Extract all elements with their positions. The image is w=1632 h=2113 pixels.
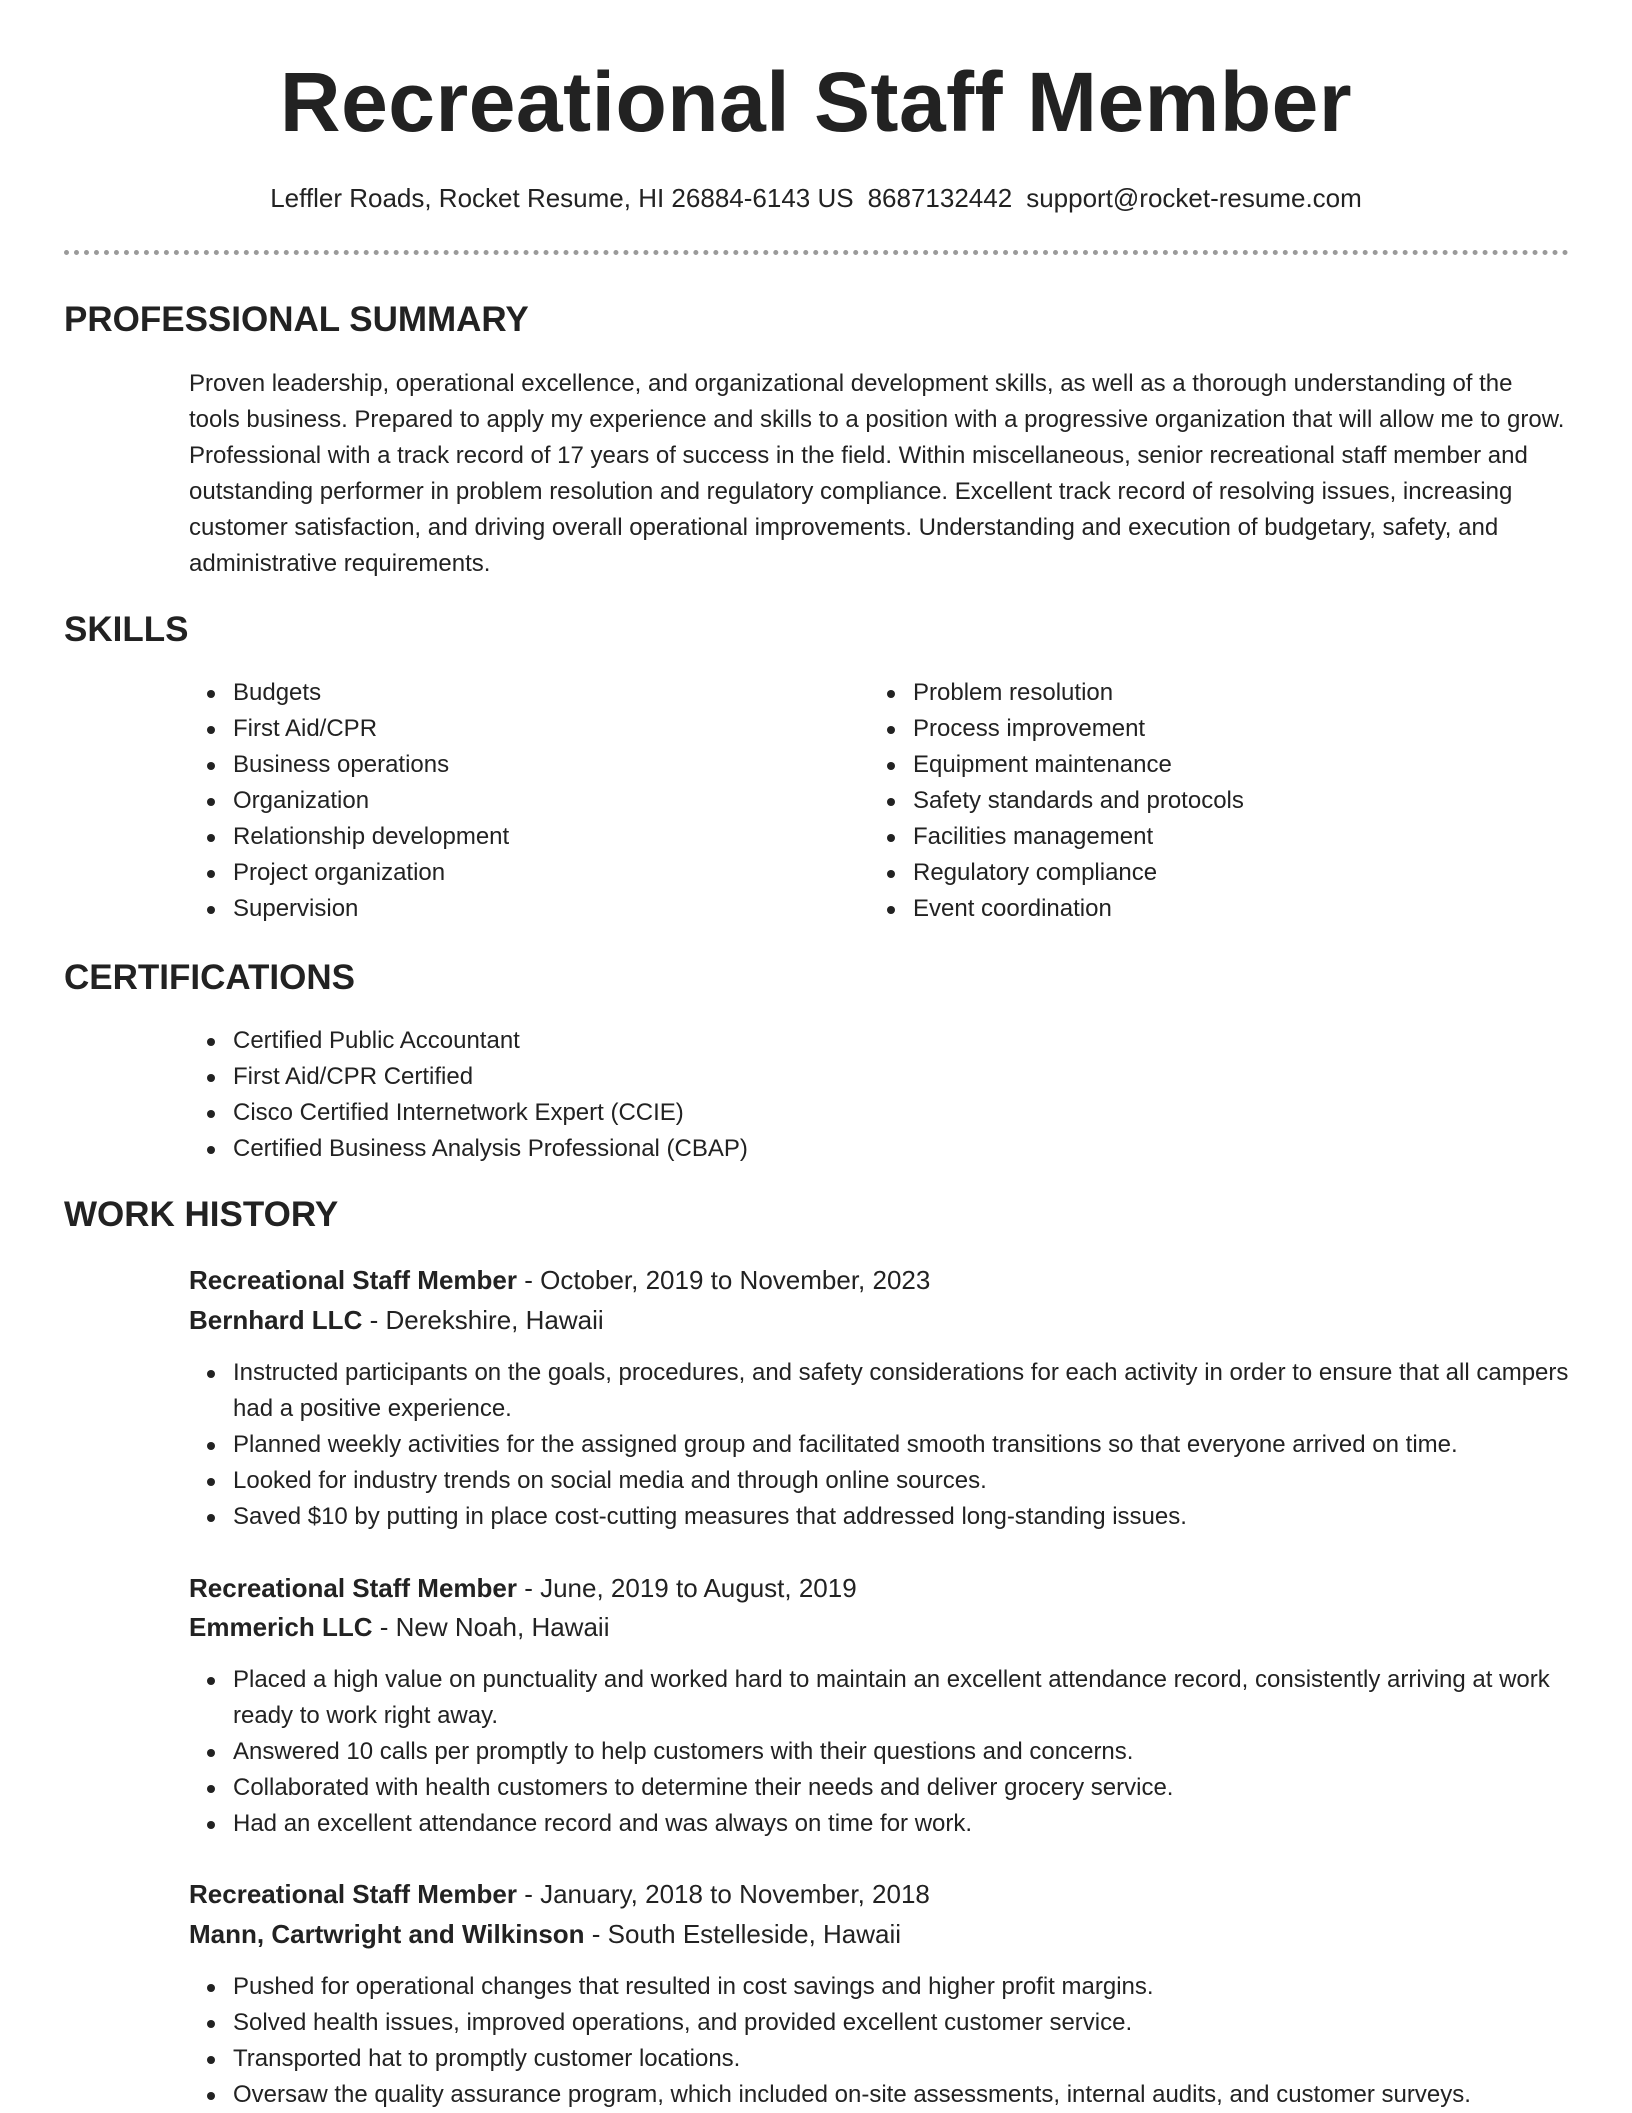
job-bullets bbox=[189, 1969, 1579, 2113]
skill-item: Process improvement bbox=[869, 711, 1509, 747]
skill-item: Budgets bbox=[189, 675, 829, 711]
job-title: Recreational Staff Member bbox=[189, 1265, 517, 1295]
job-company: Emmerich LLC bbox=[189, 1612, 373, 1642]
job-bullet: Oversaw the quality assurance program, which included on-site assessments, internal audits, and customer surveys. bbox=[189, 2077, 1579, 2113]
skills-list-left bbox=[189, 675, 829, 927]
skill-item: Project organization bbox=[189, 855, 829, 891]
section-title-certifications: CERTIFICATIONS bbox=[64, 958, 356, 997]
skill-item: Supervision bbox=[189, 891, 829, 927]
certifications-list bbox=[189, 1023, 1189, 1167]
section-title-work-history: WORK HISTORY bbox=[64, 1195, 339, 1234]
job-location: - New Noah, Hawaii bbox=[372, 1612, 610, 1642]
job-bullet: Instructed participants on the goals, procedures, and safety considerations for each activity in order to ensure that all campers had a positive experience. bbox=[189, 1355, 1579, 1427]
job-dates: - January, 2018 to November, 2018 bbox=[516, 1879, 930, 1909]
section-title-skills: SKILLS bbox=[64, 610, 189, 649]
job-bullet: Solved health issues, improved operations, and provided excellent customer service. bbox=[189, 2005, 1579, 2041]
job-company-line bbox=[189, 1302, 604, 1338]
skill-item: Problem resolution bbox=[869, 675, 1509, 711]
job-bullet: Planned weekly activities for the assigned group and facilitated smooth transitions so that everyone arrived on time. bbox=[189, 1427, 1579, 1463]
job-bullet: Placed a high value on punctuality and worked hard to maintain an excellent attendance record, consistently arriving at work ready to work right away. bbox=[189, 1662, 1579, 1734]
job-title: Recreational Staff Member bbox=[189, 1879, 517, 1909]
job-bullets bbox=[189, 1662, 1579, 1842]
skill-item: Relationship development bbox=[189, 819, 829, 855]
job-bullet: Saved $10 by putting in place cost-cutting measures that addressed long-standing issues. bbox=[189, 1499, 1579, 1535]
skill-item: Business operations bbox=[189, 747, 829, 783]
address: Leffler Roads, Rocket Resume, HI 26884-6143 US bbox=[270, 183, 854, 213]
skill-item: Event coordination bbox=[869, 891, 1509, 927]
job-bullet: Pushed for operational changes that resulted in cost savings and higher profit margins. bbox=[189, 1969, 1579, 2005]
job-location: - South Estelleside, Hawaii bbox=[584, 1919, 902, 1949]
job-company: Bernhard LLC bbox=[189, 1305, 363, 1335]
job-bullet: Had an excellent attendance record and was always on time for work. bbox=[189, 1806, 1579, 1842]
skill-item: Facilities management bbox=[869, 819, 1509, 855]
summary-text: Proven leadership, operational excellence, and organizational development skills, as well as a thorough understanding of the tools business. Prepared to apply my experience and skills to a position with a progressive organization that will allow me to grow. Professional with a track record of 17 years of success in the field. Within miscellaneous, senior recreational staff member and outstanding performer in problem resolution and regulatory compliance. Excellent track record of resolving issues, increasing customer satisfaction, and driving overall operational improvements. Understanding and execution of budgetary, safety, and administrative requirements. bbox=[189, 370, 1565, 577]
job-title-line bbox=[189, 1262, 930, 1298]
certification-item: First Aid/CPR Certified bbox=[189, 1059, 1189, 1095]
certification-item: Certified Business Analysis Professional (CBAP) bbox=[189, 1131, 1189, 1167]
skill-item: Organization bbox=[189, 783, 829, 819]
job-title-line bbox=[189, 1876, 930, 1912]
job-bullet: Answered 10 calls per promptly to help customers with their questions and concerns. bbox=[189, 1734, 1579, 1770]
job-company: Mann, Cartwright and Wilkinson bbox=[189, 1919, 585, 1949]
section-title-summary: PROFESSIONAL SUMMARY bbox=[64, 300, 529, 339]
phone: 8687132442 bbox=[867, 183, 1013, 213]
job-bullet: Transported hat to promptly customer locations. bbox=[189, 2041, 1579, 2077]
job-bullets bbox=[189, 1355, 1579, 1535]
job-bullet: Looked for industry trends on social media and through online sources. bbox=[189, 1463, 1579, 1499]
candidate-name: Recreational Staff Member bbox=[279, 55, 1353, 149]
job-company-line bbox=[189, 1609, 609, 1645]
job-dates: - June, 2019 to August, 2019 bbox=[516, 1573, 857, 1603]
skills-list-right bbox=[869, 675, 1509, 927]
skill-item: Equipment maintenance bbox=[869, 747, 1509, 783]
skill-item: Safety standards and protocols bbox=[869, 783, 1509, 819]
job-company-line bbox=[189, 1916, 901, 1952]
job-location: - Derekshire, Hawaii bbox=[362, 1305, 604, 1335]
skill-item: Regulatory compliance bbox=[869, 855, 1509, 891]
job-title-line bbox=[189, 1570, 857, 1606]
job-bullet: Collaborated with health customers to determine their needs and deliver grocery service. bbox=[189, 1770, 1579, 1806]
job-dates: - October, 2019 to November, 2023 bbox=[516, 1265, 931, 1295]
header-divider bbox=[64, 250, 1569, 255]
certification-item: Cisco Certified Internetwork Expert (CCIE) bbox=[189, 1095, 1189, 1131]
skill-item: First Aid/CPR bbox=[189, 711, 829, 747]
email: support@rocket-resume.com bbox=[1026, 183, 1362, 213]
contact-line bbox=[0, 180, 1632, 216]
certification-item: Certified Public Accountant bbox=[189, 1023, 1189, 1059]
job-title: Recreational Staff Member bbox=[189, 1573, 517, 1603]
